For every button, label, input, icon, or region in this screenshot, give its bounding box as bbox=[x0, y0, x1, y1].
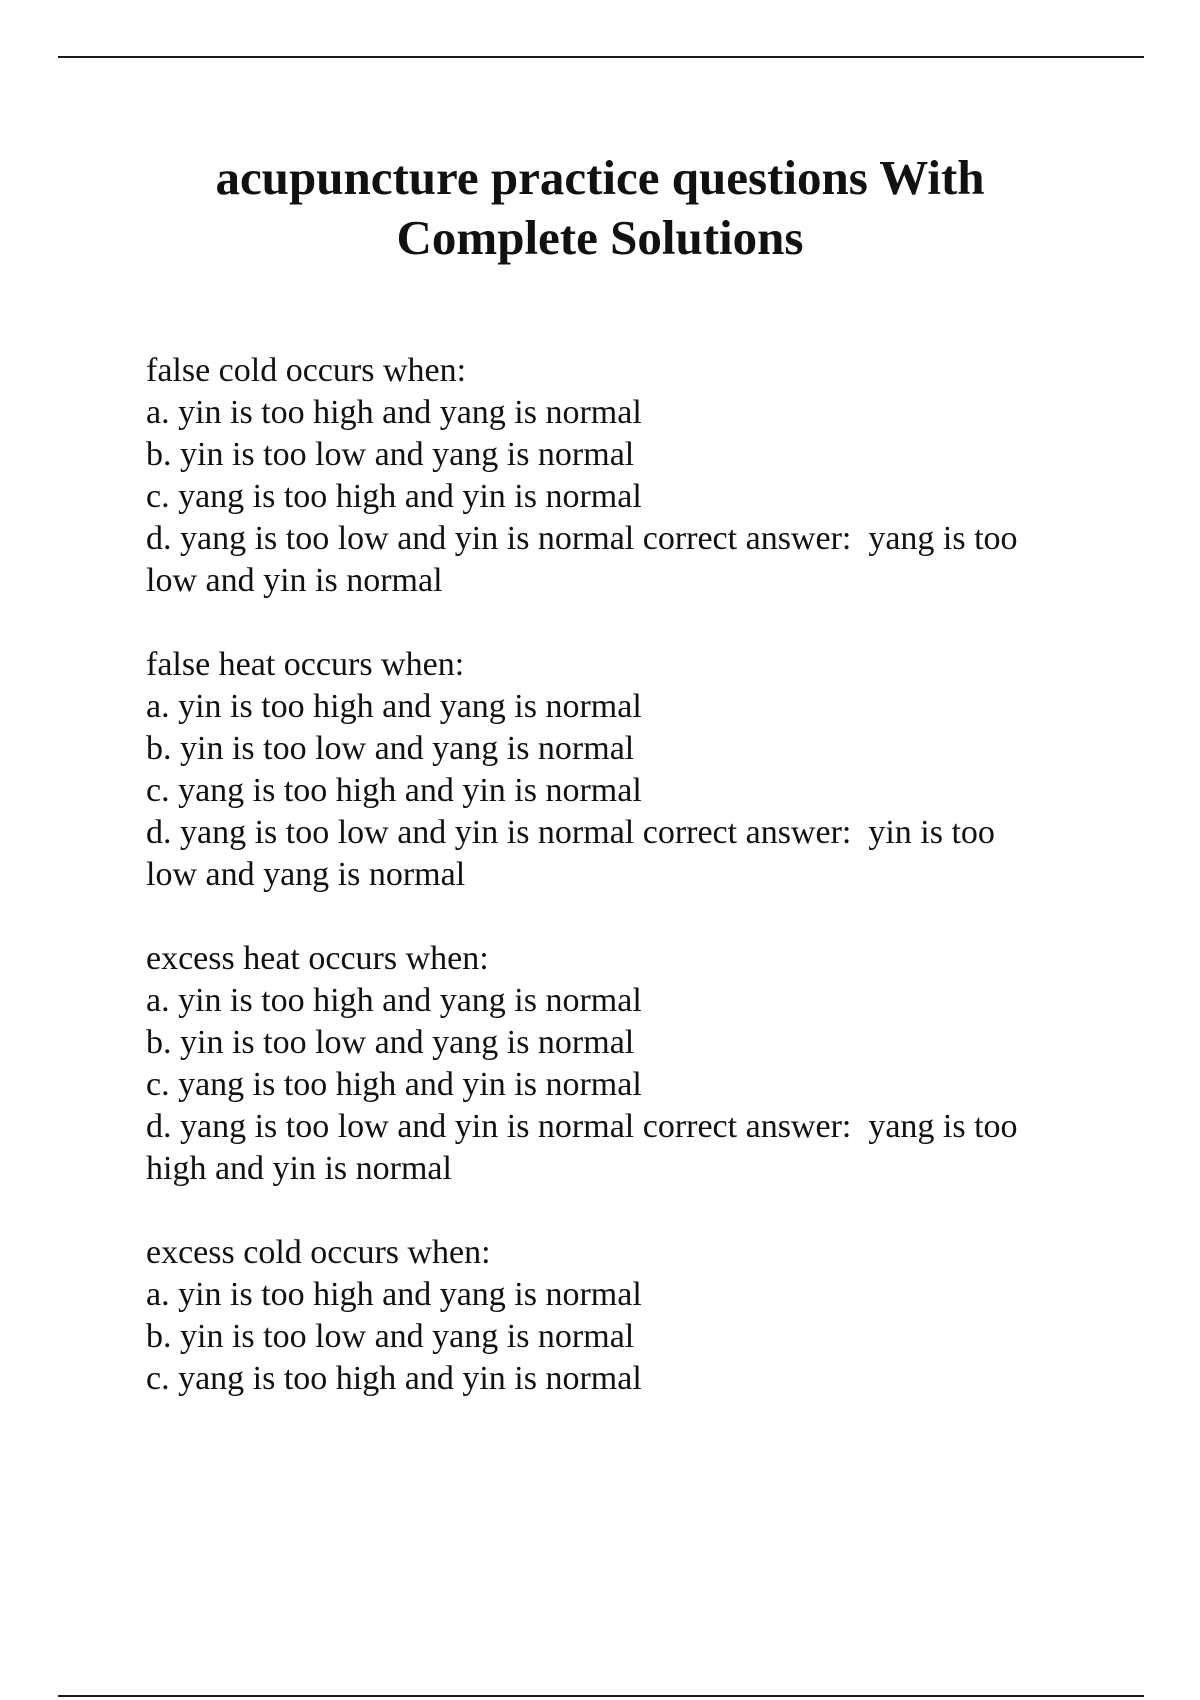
title-line: Complete Solutions bbox=[396, 210, 804, 265]
answer-option: b. yin is too low and yang is normal bbox=[146, 1024, 635, 1061]
answer-option: a. yin is too high and yang is normal bbox=[146, 1276, 642, 1313]
question-prompt: false cold occurs when: bbox=[146, 352, 467, 389]
answer-option: b. yin is too low and yang is normal bbox=[146, 436, 635, 473]
correct-answer-continuation: high and yin is normal bbox=[146, 1150, 452, 1187]
answer-option: c. yang is too high and yin is normal bbox=[146, 478, 642, 515]
answer-option: d. yang is too low and yin is normal correct answer: yang is too bbox=[146, 1108, 1018, 1145]
question-prompt: excess cold occurs when: bbox=[146, 1234, 491, 1271]
answer-option: a. yin is too high and yang is normal bbox=[146, 394, 642, 431]
answer-option: c. yang is too high and yin is normal bbox=[146, 1360, 642, 1397]
answer-option: b. yin is too low and yang is normal bbox=[146, 730, 635, 767]
answer-option: b. yin is too low and yang is normal bbox=[146, 1318, 635, 1355]
answer-option: a. yin is too high and yang is normal bbox=[146, 688, 642, 725]
answer-option: a. yin is too high and yang is normal bbox=[146, 982, 642, 1019]
top-divider bbox=[58, 56, 1144, 58]
question-prompt: false heat occurs when: bbox=[146, 646, 465, 683]
question-prompt: excess heat occurs when: bbox=[146, 940, 489, 977]
question-block bbox=[146, 1232, 1106, 1400]
answer-option: c. yang is too high and yin is normal bbox=[146, 772, 642, 809]
correct-answer-continuation: low and yang is normal bbox=[146, 856, 466, 893]
answer-option: d. yang is too low and yin is normal correct answer: yin is too bbox=[146, 814, 995, 851]
title-line: acupuncture practice questions With bbox=[215, 150, 985, 205]
question-list bbox=[146, 350, 1106, 1442]
bottom-divider bbox=[58, 1695, 1144, 1697]
answer-option: c. yang is too high and yin is normal bbox=[146, 1066, 642, 1103]
correct-answer-continuation: low and yin is normal bbox=[146, 562, 443, 599]
question-block bbox=[146, 350, 1106, 602]
answer-option: d. yang is too low and yin is normal correct answer: yang is too bbox=[146, 520, 1018, 557]
question-block bbox=[146, 644, 1106, 896]
question-block bbox=[146, 938, 1106, 1190]
document-title bbox=[0, 148, 1200, 268]
